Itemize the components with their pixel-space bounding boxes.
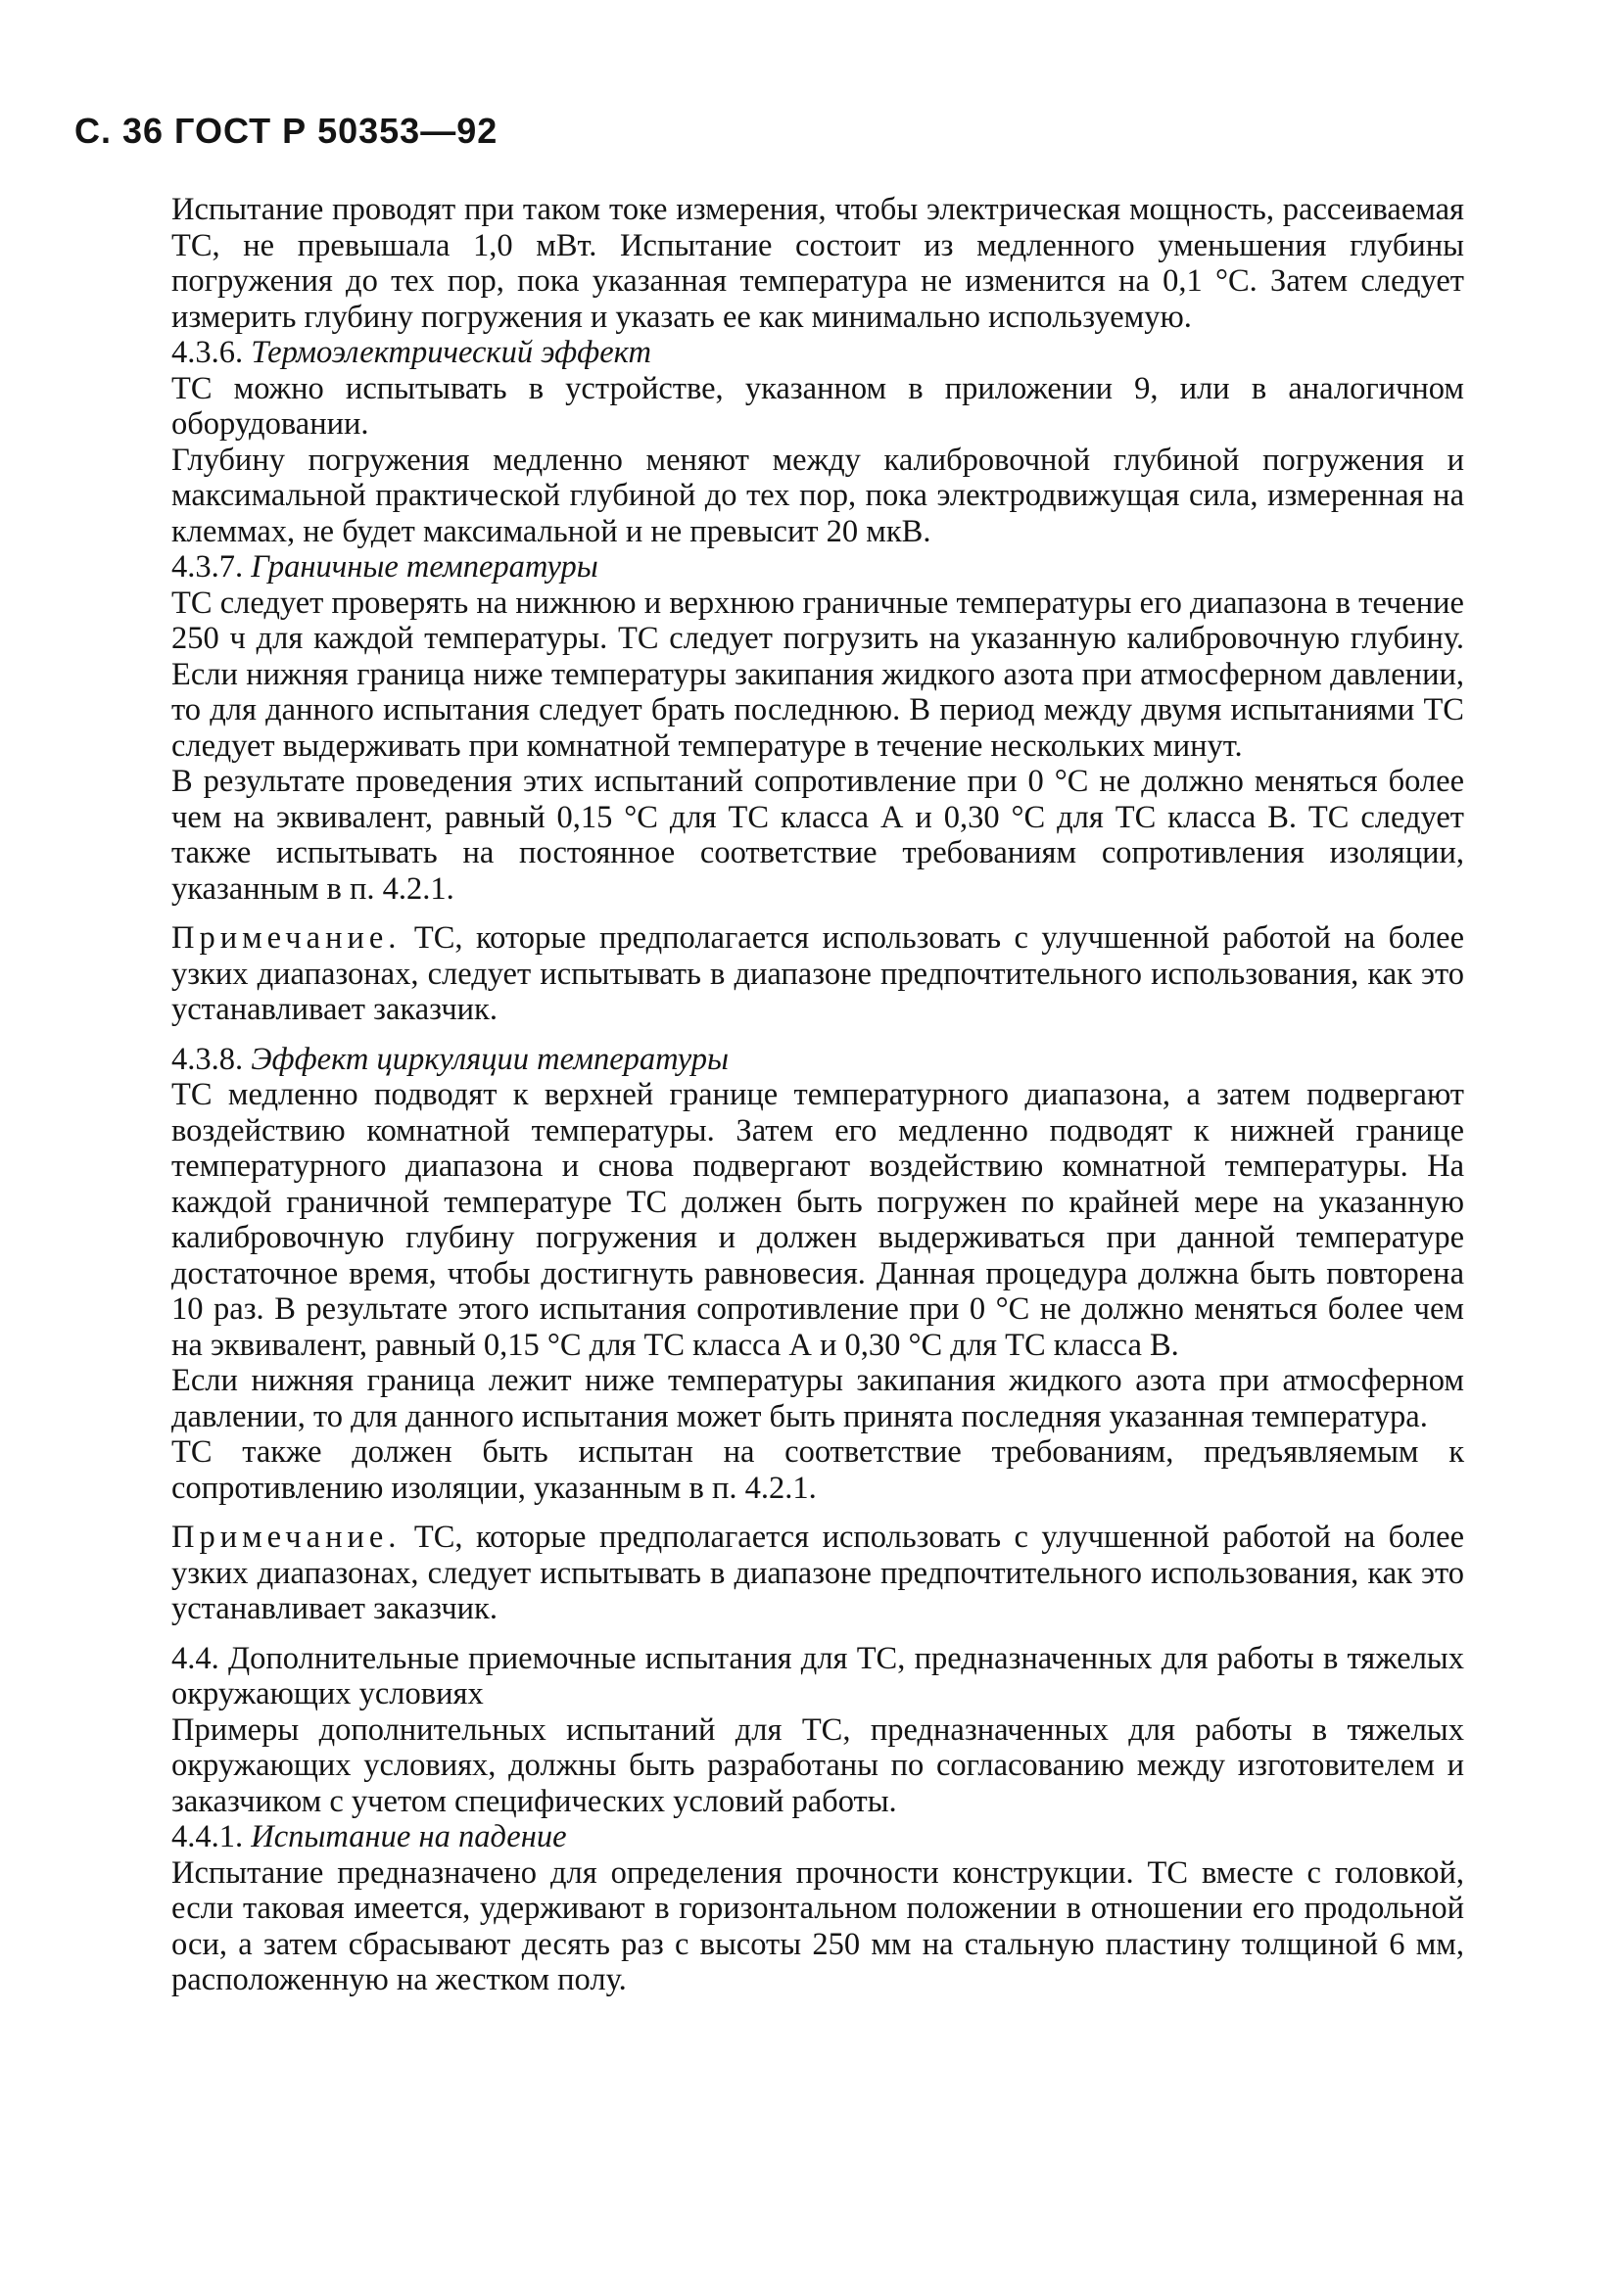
section-number: 4.3.6. <box>171 335 244 370</box>
note-label: Примечание. <box>171 920 402 956</box>
section-title: Термоэлектрический эффект <box>251 335 651 370</box>
section-number: 4.4.1. <box>171 1819 244 1854</box>
paragraph: ТС следует проверять на нижнюю и верхнюю граничные температуры его диапазона в течение 250 ч для каждой температуры. ТС следует погрузить на указанную калибровочную глубину. Если нижняя граница ниже температуры закипания жидкого азота при атмосферном давлении, то для данного испытания следует брать последнюю. В период между двумя испытаниями ТС следует выдерживать при комнатной температуре в течение нескольких минут. <box>171 585 1464 764</box>
section-heading-4-3-6 <box>171 335 1464 371</box>
section-heading-4-3-7 <box>171 549 1464 586</box>
page-header: С. 36 ГОСТ Р 50353—92 <box>74 111 498 151</box>
section-number: 4.3.7. <box>171 549 244 585</box>
section-title: Испытание на падение <box>251 1819 567 1854</box>
section-title: Эффект циркуляции температуры <box>251 1041 730 1077</box>
section-heading-4-4: 4.4. Дополнительные приемочные испытания для ТС, предназначенных для работы в тяжелых окружающих условиях <box>171 1640 1464 1711</box>
section-heading-4-3-8 <box>171 1042 1464 1078</box>
section-title: Граничные температуры <box>251 549 598 585</box>
note-text: ТС, которые предполагается использовать с улучшенной работой на более узких диапазонах, следует испытывать в диапазоне предпочтительного использования, как это устанавливает заказчик. <box>171 1520 1465 1626</box>
note-label: Примечание. <box>171 1520 402 1555</box>
note <box>171 920 1464 1028</box>
note-text: ТС, которые предполагается использовать с улучшенной работой на более узких диапазонах, следует испытывать в диапазоне предпочтительного использования, как это устанавливает заказчик. <box>171 920 1465 1027</box>
paragraph: Испытание проводят при таком токе измерения, чтобы электрическая мощность, рассеиваемая ТС, не превышала 1,0 мВт. Испытание состоит из медленного уменьшения глубины погружения до тех пор, пока указанная температура не изменится на 0,1 °С. Затем следует измерить глубину погружения и указать ее как минимально используемую. <box>171 192 1464 335</box>
paragraph: ТС также должен быть испытан на соответствие требованиям, предъявляемым к сопротивлению изоляции, указанным в п. 4.2.1. <box>171 1434 1464 1506</box>
paragraph: ТС можно испытывать в устройстве, указанном в приложении 9, или в аналогичном оборудовании. <box>171 370 1464 442</box>
section-number: 4.3.8. <box>171 1041 244 1077</box>
note <box>171 1520 1464 1627</box>
paragraph: Глубину погружения медленно меняют между калибровочной глубиной погружения и максимальной практической глубиной до тех пор, пока электродвижущая сила, измеренная на клеммах, не будет максимальной и не превысит 20 мкВ. <box>171 442 1464 549</box>
paragraph: Испытание предназначено для определения прочности конструкции. ТС вместе с головкой, если таковая имеется, удерживают в горизонтальном положении в отношении его продольной оси, а затем сбрасывают десять раз с высоты 250 мм на стальную пластину толщиной 6 мм, расположенную на жестком полу. <box>171 1854 1464 1997</box>
body-text <box>171 192 1464 1998</box>
section-heading-4-4-1 <box>171 1819 1464 1855</box>
paragraph: Если нижняя граница лежит ниже температуры закипания жидкого азота при атмосферном давлении, то для данного испытания может быть принята последняя указанная температура. <box>171 1363 1464 1434</box>
paragraph: В результате проведения этих испытаний сопротивление при 0 °С не должно меняться более чем на эквивалент, равный 0,15 °С для ТС класса А и 0,30 °С для ТС класса В. ТС следует также испытывать на постоянное соответствие требованиям сопротивления изоляции, указанным в п. 4.2.1. <box>171 764 1464 907</box>
paragraph: Примеры дополнительных испытаний для ТС, предназначенных для работы в тяжелых окружающих условиях, должны быть разработаны по согласованию между изготовителем и заказчиком с учетом специфических условий работы. <box>171 1711 1464 1819</box>
paragraph: ТС медленно подводят к верхней границе температурного диапазона, а затем подвергают воздействию комнатной температуры. Затем его медленно подводят к нижней границе температурного диапазона и снова подвергают воздействию комнатной температуры. На каждой граничной температуре ТС должен быть погружен по крайней мере на указанную калибровочную глубину погружения и должен выдерживаться при данной температуре достаточное время, чтобы достигнуть равновесия. Данная процедура должна быть повторена 10 раз. В результате этого испытания сопротивление при 0 °С не должно меняться более чем на эквивалент, равный 0,15 °С для ТС класса А и 0,30 °С для ТС класса В. <box>171 1077 1464 1363</box>
